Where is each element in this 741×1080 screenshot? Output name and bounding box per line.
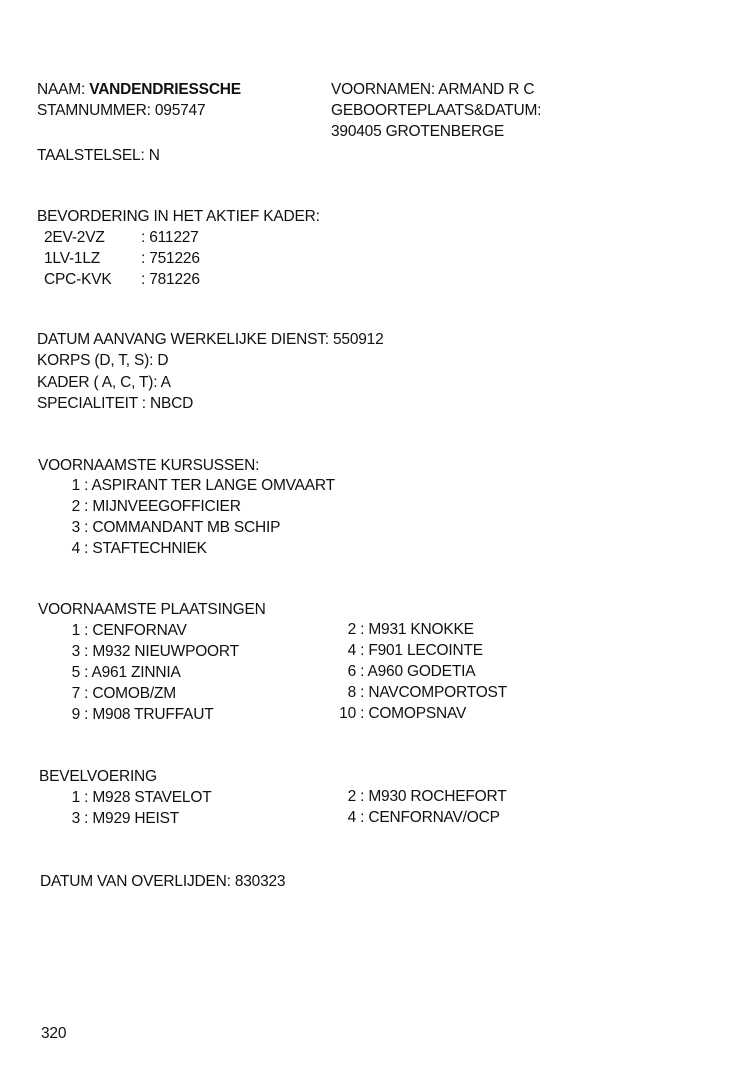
plaatsing-text: : CENFORNAV — [84, 622, 187, 639]
plaatsing-text: : A961 ZINNIA — [84, 664, 181, 681]
kursus-item — [62, 497, 241, 517]
datum-overlijden: DATUM VAN OVERLIJDEN: 830323 — [40, 873, 286, 890]
plaatsing-number: 2 — [347, 621, 356, 638]
plaatsing-number: 10 — [339, 705, 356, 722]
geboorte-value: 390405 GROTENBERGE — [331, 123, 505, 140]
bevelvoering-item — [334, 787, 506, 807]
bevelvoering-item — [62, 788, 211, 808]
geboorte-label: GEBOORTEPLAATS&DATUM: — [331, 102, 542, 119]
bevelvoering-item — [62, 809, 179, 829]
plaatsing-number: 3 — [71, 643, 80, 660]
plaatsing-item — [334, 641, 483, 661]
specialiteit: SPECIALITEIT : NBCD — [37, 395, 194, 412]
kursus-number: 1 — [71, 477, 80, 494]
plaatsing-item — [334, 662, 475, 682]
plaatsing-text: : NAVCOMPORTOST — [360, 684, 507, 701]
bevelvoering-number: 4 — [347, 809, 356, 826]
bevelvoering-text: : M930 ROCHEFORT — [360, 788, 507, 805]
plaatsing-text: : F901 LECOINTE — [360, 642, 483, 659]
bevordering-rank-3: CPC-KVK — [44, 271, 112, 288]
kursus-item — [62, 539, 207, 559]
plaatsing-number: 8 — [347, 684, 356, 701]
plaatsing-number: 5 — [71, 664, 80, 681]
plaatsing-text: : COMOB/ZM — [84, 685, 176, 702]
aanvang-dienst: DATUM AANVANG WERKELIJKE DIENST: 550912 — [37, 331, 384, 348]
plaatsing-item — [62, 663, 181, 683]
bevordering-rank-1: 2EV-2VZ — [44, 229, 105, 246]
kader: KADER ( A, C, T): A — [37, 374, 171, 391]
plaatsing-item — [62, 642, 239, 662]
kursus-number: 4 — [71, 540, 80, 557]
bevelvoering-item — [334, 808, 500, 828]
plaatsing-item — [62, 705, 213, 725]
bevordering-date-2: : 751226 — [141, 250, 200, 267]
plaatsing-number: 4 — [347, 642, 356, 659]
voornamen: VOORNAMEN: ARMAND R C — [331, 81, 535, 98]
plaatsing-item — [62, 684, 176, 704]
bevelvoering-text: : M928 STAVELOT — [84, 789, 212, 806]
kursus-text: : MIJNVEEGOFFICIER — [84, 498, 241, 515]
plaatsing-number: 1 — [71, 622, 80, 639]
naam-label: NAAM: — [37, 81, 86, 98]
bevelvoering-number: 1 — [71, 789, 80, 806]
bevordering-date-3: : 781226 — [141, 271, 200, 288]
plaatsingen-title: VOORNAAMSTE PLAATSINGEN — [38, 601, 266, 618]
kursus-text: : ASPIRANT TER LANGE OMVAART — [84, 477, 335, 494]
kursus-number: 3 — [71, 519, 80, 536]
page-number: 320 — [41, 1025, 67, 1042]
naam-value: VANDENDRIESSCHE — [89, 81, 241, 98]
kursus-text: : COMMANDANT MB SCHIP — [84, 519, 281, 536]
bevordering-rank-2: 1LV-1LZ — [44, 250, 101, 267]
bevelvoering-title: BEVELVOERING — [39, 768, 157, 785]
kursus-item — [62, 518, 280, 538]
plaatsing-number: 6 — [347, 663, 356, 680]
kursus-item — [62, 476, 335, 496]
naam-line — [37, 80, 241, 100]
plaatsing-item — [334, 620, 474, 640]
plaatsing-number: 9 — [71, 706, 80, 723]
bevelvoering-number: 3 — [71, 810, 80, 827]
plaatsing-item — [334, 683, 507, 703]
taalstelsel: TAALSTELSEL: N — [37, 147, 160, 164]
plaatsing-text: : M932 NIEUWPOORT — [84, 643, 239, 660]
plaatsing-text: : A960 GODETIA — [360, 663, 476, 680]
plaatsing-text: : COMOPSNAV — [360, 705, 467, 722]
kursussen-title: VOORNAAMSTE KURSUSSEN: — [38, 457, 260, 474]
plaatsing-number: 7 — [71, 685, 80, 702]
kursus-number: 2 — [71, 498, 80, 515]
stamnummer: STAMNUMMER: 095747 — [37, 102, 206, 119]
bevelvoering-text: : M929 HEIST — [84, 810, 180, 827]
bevordering-date-1: : 611227 — [141, 229, 199, 246]
bevelvoering-text: : CENFORNAV/OCP — [360, 809, 500, 826]
bevelvoering-number: 2 — [347, 788, 356, 805]
plaatsing-text: : M931 KNOKKE — [360, 621, 474, 638]
korps: KORPS (D, T, S): D — [37, 352, 169, 369]
bevordering-title: BEVORDERING IN HET AKTIEF KADER: — [37, 208, 320, 225]
plaatsing-item — [334, 704, 466, 724]
kursus-text: : STAFTECHNIEK — [84, 540, 207, 557]
plaatsing-item — [62, 621, 187, 641]
plaatsing-text: : M908 TRUFFAUT — [84, 706, 214, 723]
